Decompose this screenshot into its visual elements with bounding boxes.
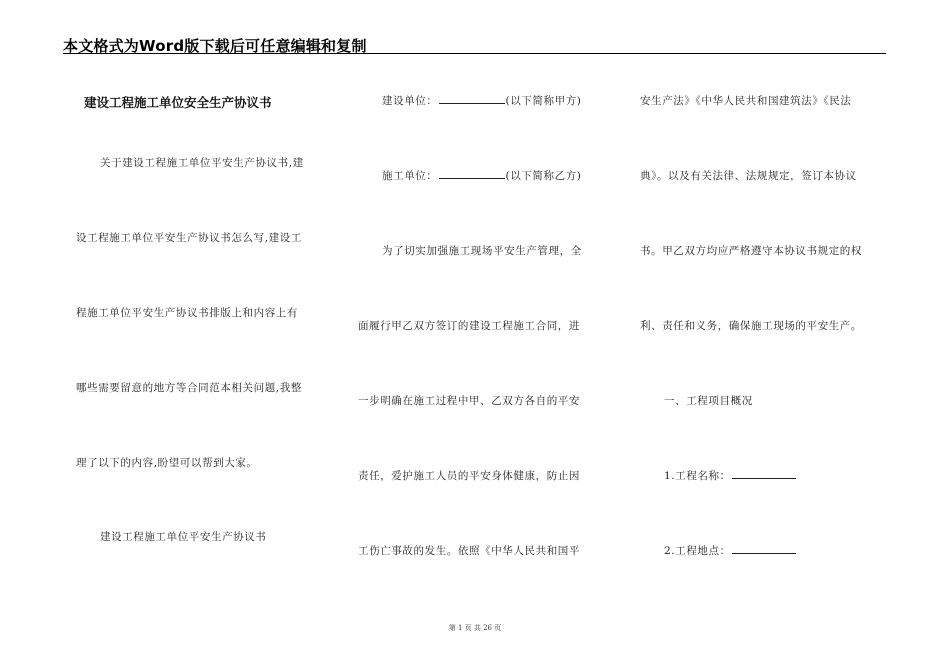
party-b-field [382, 168, 582, 183]
project-name-label: 1.工程名称： [664, 470, 731, 482]
subtitle-line: 建设工程施工单位平安生产协议书 [100, 531, 267, 543]
body-line: 理了以下的内容,盼望可以帮到大家。 [76, 457, 258, 469]
body-line: 利、责任和义务，确保施工现场的平安生产。 [640, 320, 862, 332]
body-line: 书。甲乙双方均应严格遵守本协议书规定的权 [640, 245, 862, 257]
body-line: 工伤亡事故的发生。依照《中华人民共和国平 [358, 545, 580, 557]
body-line: 程施工单位平安生产协议书排版上和内容上有 [76, 307, 298, 319]
body-line: 安生产法》《中华人民共和国建筑法》《民法 [640, 95, 852, 107]
party-a-label: 建设单位： [382, 95, 438, 107]
party-b-note: (以下简称乙方) [505, 170, 582, 182]
party-a-field [382, 93, 582, 108]
project-name-blank[interactable] [732, 478, 796, 479]
party-a-note: (以下简称甲方) [505, 95, 582, 107]
body-line: 哪些需要留意的地方等合同范本相关问题,我整 [76, 382, 302, 394]
body-line: 典》。以及有关法律、法规规定，签订本协议 [640, 170, 857, 182]
document-header: 本文格式为Word版下载后可任意编辑和复制 [63, 37, 367, 55]
project-name-field [664, 468, 797, 483]
body-line: 为了切实加强施工现场平安生产管理，全 [382, 245, 582, 257]
body-line: 责任，爱护施工人员的平安身体健康，防止因 [358, 470, 580, 482]
body-line: 设工程施工单位平安生产协议书怎么写,建设工 [76, 232, 302, 244]
section-heading: 一、工程项目概况 [664, 395, 753, 407]
project-location-field [664, 543, 797, 558]
header-divider [63, 53, 886, 54]
project-location-blank[interactable] [732, 553, 796, 554]
body-line: 面履行甲乙双方签订的建设工程施工合同，进 [358, 320, 580, 332]
party-b-blank[interactable] [439, 178, 505, 179]
body-line: 关于建设工程施工单位平安生产协议书,建 [100, 157, 304, 169]
body-line: 一步明确在施工过程中甲、乙双方各自的平安 [358, 395, 580, 407]
document-title: 建设工程施工单位安全生产协议书 [84, 95, 272, 110]
project-location-label: 2.工程地点： [664, 545, 731, 557]
page-number: 第 1 页 共 26 页 [448, 624, 502, 632]
party-a-blank[interactable] [439, 103, 505, 104]
party-b-label: 施工单位： [382, 170, 438, 182]
